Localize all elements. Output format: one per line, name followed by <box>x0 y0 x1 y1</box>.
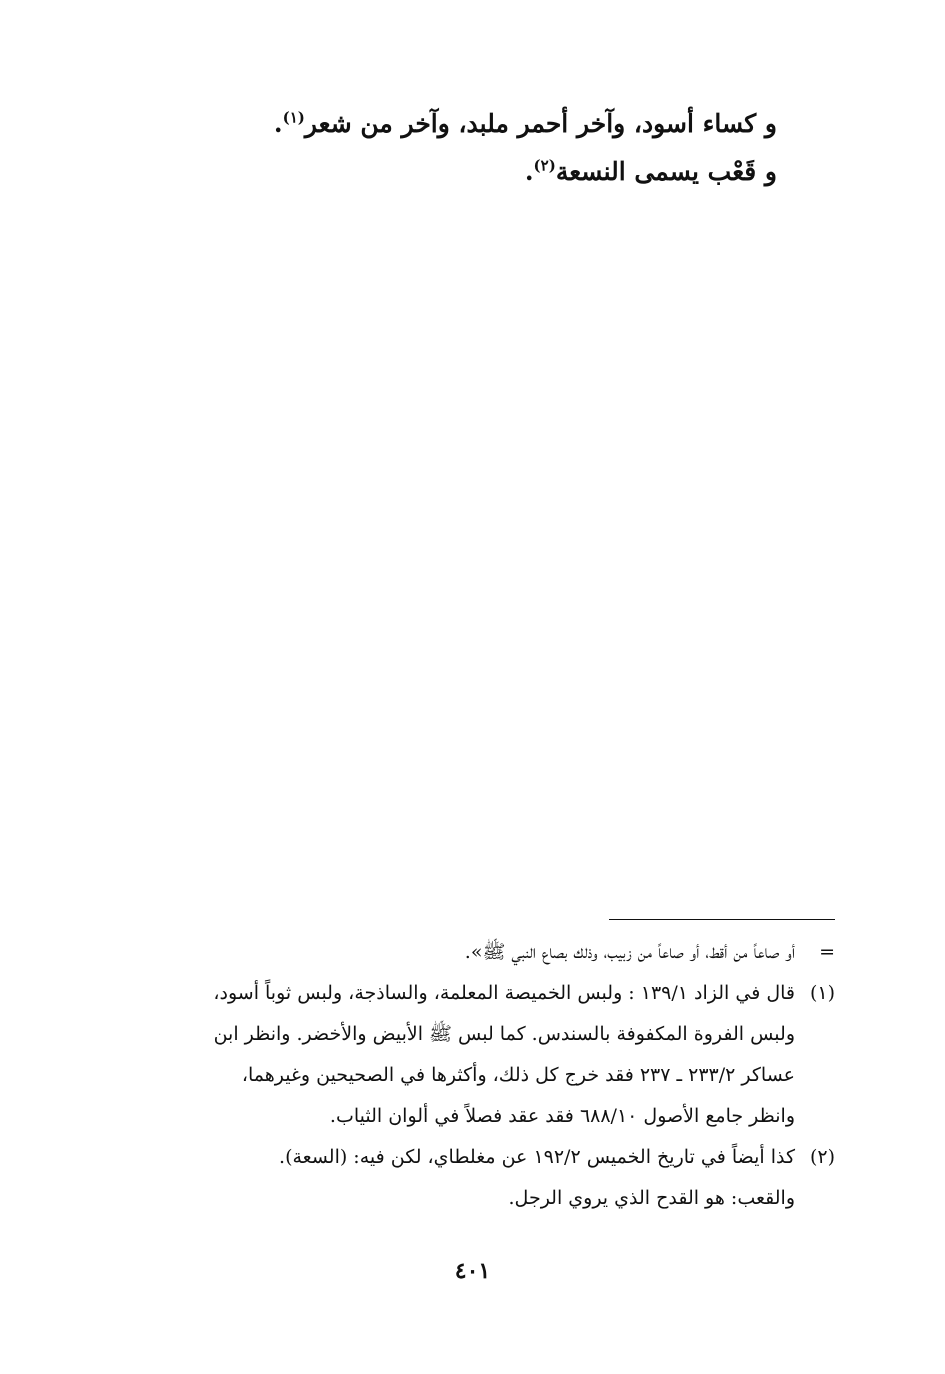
main-line-1-text: و كساء أسود، وآخر أحمر ملبد، وآخر من شعر <box>304 109 777 138</box>
main-line-1 <box>157 100 777 148</box>
footnote-continuation <box>105 932 835 973</box>
main-line-2-text: و قَعْب يسمى النسعة <box>555 157 777 186</box>
footnote-line: أو صاعاً من أقط، أو صاعاً من زبيب، وذلك بصاع النبي ﷺ». <box>464 941 795 963</box>
footnote-line: عساكر ٢٣٣/٢ ـ ٢٣٧ فقد خرج كل ذلك، وأكثرها في الصحيحين وغيرهما، <box>241 1064 795 1086</box>
footnote-ref-1: (١) <box>282 108 305 127</box>
footnote-separator <box>609 919 835 920</box>
footnote-line: ولبس الفروة المكفوفة بالسندس. كما لبس ﷺ الأبيض والأخضر. وانظر ابن <box>213 1023 795 1045</box>
footnote-line: وانظر جامع الأصول ٦٨٨/١٠ فقد عقد فصلاً في ألوان الثياب. <box>329 1105 795 1127</box>
footnote-line: قال في الزاد ١٣٩/١ : ولبس الخميصة المعلمة، والساذجة، ولبس ثوباً أسود، <box>213 982 795 1004</box>
main-line-2 <box>157 148 777 196</box>
footnote-2 <box>105 1137 835 1219</box>
footnote-1 <box>105 973 835 1137</box>
footnote-marker: = <box>819 941 835 963</box>
main-line-2-end: . <box>524 157 534 186</box>
footnote-ref-2: (٢) <box>533 156 556 175</box>
main-line-1-end: . <box>273 109 283 138</box>
footnote-line: والقعب: هو القدح الذي يروي الرجل. <box>508 1187 795 1209</box>
footnote-marker: (٢) <box>809 1146 835 1168</box>
page-number: ٤٠١ <box>454 1258 491 1284</box>
main-text <box>157 100 777 196</box>
footnote-line: كذا أيضاً في تاريخ الخميس ١٩٢/٢ عن مغلطاي، لكن فيه: (السعة). <box>279 1146 795 1168</box>
footnote-marker: (١) <box>809 982 835 1004</box>
footnotes <box>105 932 835 1219</box>
